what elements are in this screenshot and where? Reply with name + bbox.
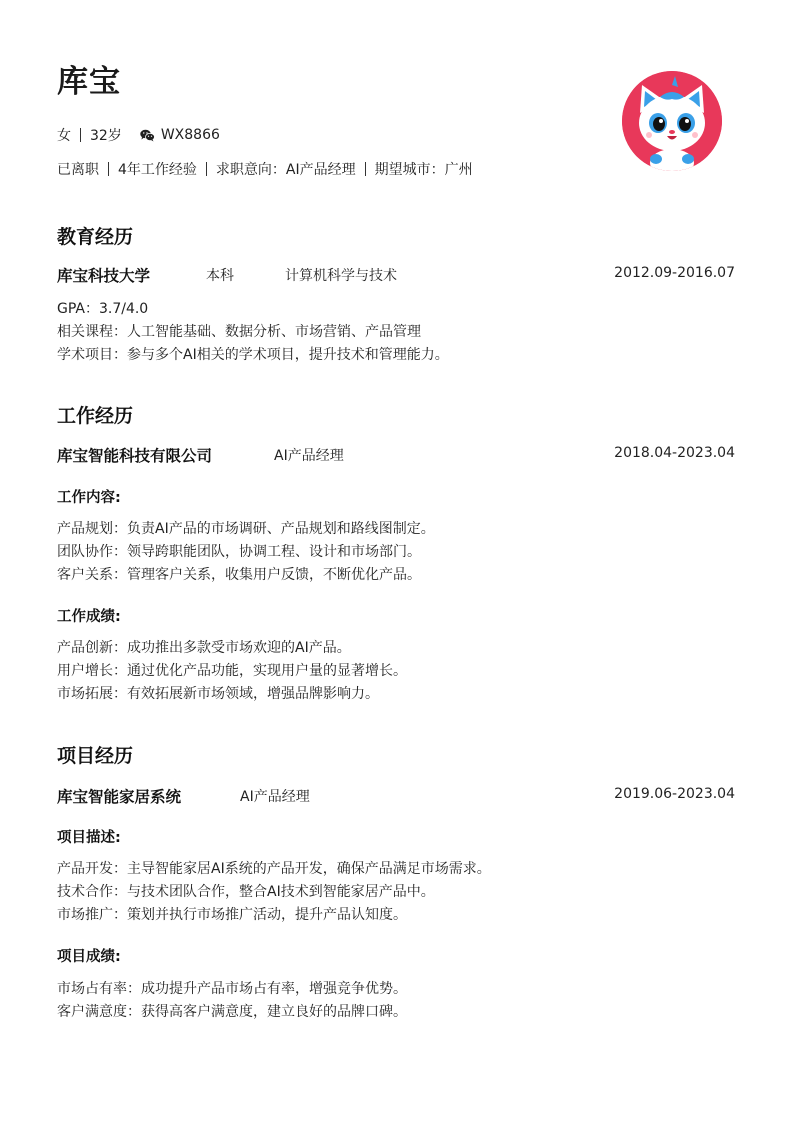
education-details	[57, 298, 449, 367]
school-name: 库宝科技大学	[57, 267, 151, 285]
gpa: GPA：3.7/4.0	[57, 301, 149, 317]
divider	[206, 162, 207, 176]
list-item: 市场占有率：成功提升产品市场占有率，增强竞争优势。	[57, 981, 407, 997]
basic-info-row	[57, 125, 220, 145]
education-period: 2012.09-2016.07	[614, 265, 735, 281]
wechat-icon	[140, 129, 155, 142]
project-desc-list	[57, 858, 491, 927]
age: 32岁	[90, 128, 122, 144]
list-item: 客户关系：管理客户关系，收集用户反馈，不断优化产品。	[57, 567, 421, 583]
work-results-title: 工作成绩:	[57, 609, 121, 625]
work-results-list	[57, 637, 407, 706]
divider	[80, 128, 81, 142]
project-section-title: 项目经历	[57, 745, 134, 767]
work-section-title: 工作经历	[57, 405, 134, 427]
project-results-list	[57, 978, 407, 1024]
list-item: 技术合作：与技术团队合作，整合AI技术到智能家居产品中。	[57, 884, 435, 900]
list-item: 产品开发：主导智能家居AI系统的产品开发，确保产品满足市场需求。	[57, 861, 491, 877]
degree: 本科	[206, 268, 234, 284]
list-item: 产品创新：成功推出多款受市场欢迎的AI产品。	[57, 640, 351, 656]
avatar	[622, 71, 722, 171]
list-item: 市场推广：策划并执行市场推广活动，提升产品认知度。	[57, 907, 407, 923]
expected-city: 期望城市：广州	[374, 162, 473, 178]
work-role: AI产品经理	[274, 448, 344, 464]
wechat-id: WX8866	[160, 127, 220, 143]
company-name: 库宝智能科技有限公司	[57, 447, 213, 465]
divider	[108, 162, 109, 176]
major: 计算机科学与技术	[285, 268, 397, 284]
courses: 相关课程：人工智能基础、数据分析、市场营销、产品管理	[57, 324, 421, 340]
project-role: AI产品经理	[240, 789, 310, 805]
employment-status: 已离职	[57, 162, 99, 178]
academic-projects: 学术项目：参与多个AI相关的学术项目，提升技术和管理能力。	[57, 347, 449, 363]
gender: 女	[57, 128, 71, 144]
job-info-row	[57, 159, 473, 179]
candidate-name: 库宝	[57, 64, 121, 100]
list-item: 产品规划：负责AI产品的市场调研、产品规划和路线图制定。	[57, 521, 435, 537]
job-intent: 求职意向：AI产品经理	[215, 162, 356, 178]
wechat-contact	[140, 127, 220, 143]
work-period: 2018.04-2023.04	[614, 445, 735, 461]
work-experience: 4年工作经验	[118, 162, 197, 178]
work-content-list	[57, 518, 435, 587]
project-results-title: 项目成绩:	[57, 949, 121, 965]
list-item: 用户增长：通过优化产品功能，实现用户量的显著增长。	[57, 663, 407, 679]
list-item: 市场拓展：有效拓展新市场领域，增强品牌影响力。	[57, 686, 379, 702]
cat-mascot-icon	[622, 71, 722, 171]
list-item: 客户满意度：获得高客户满意度，建立良好的品牌口碑。	[57, 1004, 407, 1020]
education-section-title: 教育经历	[57, 226, 134, 248]
divider	[365, 162, 366, 176]
project-desc-title: 项目描述:	[57, 830, 121, 846]
list-item: 团队协作：领导跨职能团队，协调工程、设计和市场部门。	[57, 544, 421, 560]
work-content-title: 工作内容:	[57, 490, 121, 506]
project-name: 库宝智能家居系统	[57, 788, 182, 806]
project-period: 2019.06-2023.04	[614, 786, 735, 802]
